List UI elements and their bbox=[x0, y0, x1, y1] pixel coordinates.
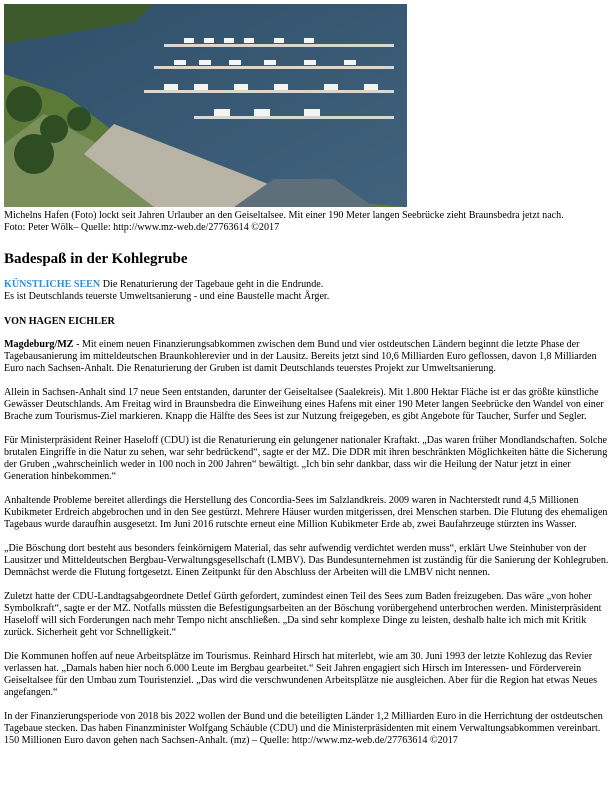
article-title: Badespaß in der Kohlegrube bbox=[4, 251, 188, 267]
paragraph-7: Die Kommunen hoffen auf neue Arbeitsplätze im Tourismus. Reinhard Hirsch hat miterlebt, wie am 30. Juni 1993 der letzte Kohlezug das Revier verlassen hat. „Damals haben hier noch 6.000 Leute im Bergbau gearbeitet.“ Seit Jahren engagiert sich Hirsch im Interessen- und Förderverein Geiseltalsee für den Umbau zum Touristenziel. „Das wird die verschwundenen Arbeitsplätze nie ausgleichen. Aber für die Region hat etwas Neues angefangen.“ bbox=[4, 651, 598, 698]
paragraph-3: Für Ministerpräsident Reiner Haseloff (CDU) ist die Renaturierung ein gelungener nationaler Kraftakt. „Das waren früher Mondlandschaften. Solche brutalen Eingriffe in die Natur zu sehen, war sehr bedrückend“, sagte er der MZ. Die DDR mit ihren beschränkten Möglichkeiten hätte die Sicherung der Gruben „wahrscheinlich weder in 100 noch in 200 Jahren“ bewältigt. „Ich bin sehr dankbar, dass wir die Heilung der Natur jetzt in einer Generation hinbekommen.“ bbox=[4, 435, 608, 482]
harbor-photo bbox=[4, 4, 407, 207]
article-kicker: KÜNSTLICHE SEEN bbox=[4, 279, 101, 290]
teaser-line-1: Die Renaturierung der Tagebaue geht in die Endrunde. bbox=[102, 279, 324, 290]
paragraph-8: In der Finanzierungsperiode von 2018 bis 2022 wollen der Bund und die beteiligten Länder 1,2 Milliarden Euro in die Herrichtung der ostdeutschen Tagebaue stecken. Das haben Finanzminister Wolfgang Schäuble (CDU) und die Ministerpräsidenten mit einem Verwaltungsabkommen vereinbart. 150 Millionen Euro davon gehen nach Sachsen-Anhalt. (mz) – Quelle: http://www.mz-web.de/27763614 ©2017 bbox=[4, 711, 603, 746]
article-body bbox=[4, 339, 610, 759]
harbor-photo-illustration bbox=[4, 4, 407, 207]
photo-caption bbox=[4, 210, 610, 234]
paragraph-2: Allein in Sachsen-Anhalt sind 17 neue Seen entstanden, darunter der Geiseltalsee (Saalekreis). Mit 1.800 Hektar Fläche ist er das größte künstliche Gewässer Deutschlands. Am Freitag wird in Braunsbedra die Einweihung eines Hafens mit einer 190 Meter langen Seebrücke den Wandel von einer Brache zum Tourismus-Ziel markieren. Knapp die Hälfte des Sees ist zur Nutzung freigegeben, es gibt Angebote für Taucher, Surfer und Segler. bbox=[4, 387, 604, 422]
paragraph-5: „Die Böschung dort besteht aus besonders feinkörnigem Material, das sehr aufwendig verdichtet werden muss“, erklärt Uwe Steinhuber von der Lausitzer und Mitteldeutschen Bergbau-Verwaltungsgesellschaft (LMBV). Das Bundesunternehmen ist zuständig für die Sanierung der Kohlegruben. Demnächst werde die Flutung fortgesetzt. Einen Zeitpunkt für den Abschluss der Arbeiten will die LMBV nicht nennen. bbox=[4, 543, 609, 578]
article-teaser bbox=[4, 279, 610, 303]
dateline: Magdeburg/MZ bbox=[4, 339, 74, 350]
article-author: VON HAGEN EICHLER bbox=[4, 316, 115, 327]
caption-credit: Foto: Peter Wölk– Quelle: http://www.mz-web.de/27763614 ©2017 bbox=[4, 222, 280, 233]
paragraph-4: Anhaltende Probleme bereitet allerdings die Herstellung des Concordia-Sees im Salzlandkreis. 2009 waren in Nachterstedt rund 4,5 Millionen Kubikmeter Erdreich abgebrochen und in den See gestürzt. Mehrere Häuser wurden mitgerissen, drei Menschen starben. Die Flutung des ehemaligen Tagebaus wurde daraufhin ausgesetzt. Im Juni 2016 rutschte erneut eine Million Kubikmeter Erde ab, zwei Baufahrzeuge stürzten ins Wasser. bbox=[4, 495, 608, 530]
caption-text: Michelns Hafen (Foto) lockt seit Jahren Urlauber an den Geiseltalsee. Mit einer 190 Meter langen Seebrücke zieht Braunsbedra jetzt nach. bbox=[4, 210, 564, 221]
paragraph-6: Zuletzt hatte der CDU-Landtagsabgeordnete Detlef Gürth gefordert, zumindest einen Teil des Sees zum Baden freizugeben. Das wäre „von hoher Symbolkraft“, sagte er der MZ. Notfalls müssten die Befestigungsarbeiten an der Böschung vorübergehend unterbrochen werden. Ministerpräsident Haseloff will sich Forderungen nach mehr Tempo nicht anschließen. „Da sind sehr komplexe Dinge zu leisten, deshalb halte ich mich mit Kritik zurück. Sicherheit geht vor Schnelligkeit.“ bbox=[4, 591, 602, 638]
paragraph-1: Magdeburg/MZ - Mit einem neuen Finanzierungsabkommen zwischen dem Bund und vier ostdeutschen Ländern beginnt die letzte Phase der Tagebausanierung im mitteldeutschen Braunkohlerevier und in der Lausitz. Bereits jetzt sind 10,6 Milliarden Euro geflossen, davon 1,8 Milliarden Euro nach Sachsen-Anhalt. Die Renaturierung der Gruben ist damit Deutschlands teuerstes Projekt zur Umweltsanierung. bbox=[4, 339, 597, 374]
teaser-line-2: Es ist Deutschlands teuerste Umweltsanierung - und eine Baustelle macht Ärger. bbox=[4, 291, 330, 302]
